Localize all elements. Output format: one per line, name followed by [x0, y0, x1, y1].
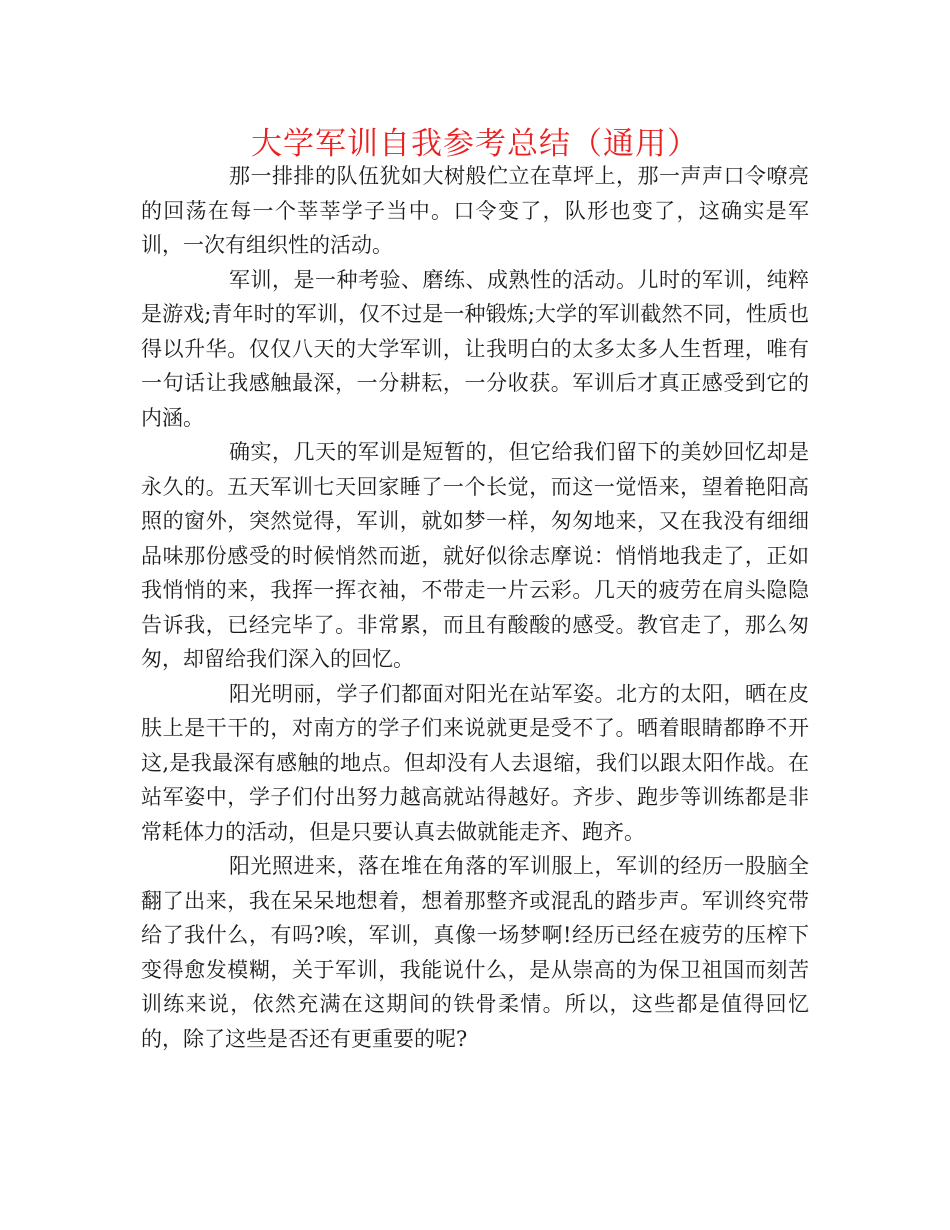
paragraph: 确实，几天的军训是短暂的，但它给我们留下的美妙回忆却是永久的。五天军训七天回家睡了一个长觉，而这一觉悟来，望着艳阳高照的窗外，突然觉得，军训，就如梦一样，匆匆地来，又在我没有细细品味那份感受的时候悄然而逝，就好似徐志摩说：悄悄地我走了，正如我悄悄的来，我挥一挥衣袖，不带走一片云彩。几天的疲劳在肩头隐隐告诉我，已经完毕了。非常累，而且有酸酸的感受。教官走了，那么匆匆，却留给我们深入的回忆。: [141, 440, 809, 671]
paragraph: 阳光照进来，落在堆在角落的军训服上，军训的经历一股脑全翻了出来，我在呆呆地想着，想着那整齐或混乱的踏步声。军训终究带给了我什么，有吗?唉，军训，真像一场梦啊!经历已经在疲劳的压榨下变得愈发模糊，关于军训，我能说什么，是从崇高的为保卫祖国而刻苦训练来说，依然充满在这期间的铁骨柔情。所以，这些都是值得回忆的，除了这些是否还有更重要的呢?: [141, 854, 809, 1051]
paragraph: 那一排排的队伍犹如大树般伫立在草坪上，那一声声口令嘹亮的回荡在每一个莘莘学子当中。口令变了，队形也变了，这确实是军训，一次有组织性的活动。: [141, 164, 809, 257]
paragraph: 军训，是一种考验、磨练、成熟性的活动。儿时的军训，纯粹是游戏;青年时的军训，仅不过是一种锻炼;大学的军训截然不同，性质也得以升华。仅仅八天的大学军训，让我明白的太多太多人生哲理，唯有一句话让我感触最深，一分耕耘，一分收获。军训后才真正感受到它的内涵。: [141, 267, 809, 430]
paragraph: 阳光明丽，学子们都面对阳光在站军姿。北方的太阳，晒在皮肤上是干干的，对南方的学子们来说就更是受不了。晒着眼睛都睁不开这,是我最深有感触的地点。但却没有人去退缩，我们以跟太阳作战。在站军姿中，学子们付出努力越高就站得越好。齐步、跑步等训练都是非常耗体力的活动，但是只要认真去做就能走齐、跑齐。: [141, 681, 809, 844]
document-title: 大学军训自我参考总结（通用）: [251, 126, 699, 162]
document-body: [141, 159, 809, 1056]
